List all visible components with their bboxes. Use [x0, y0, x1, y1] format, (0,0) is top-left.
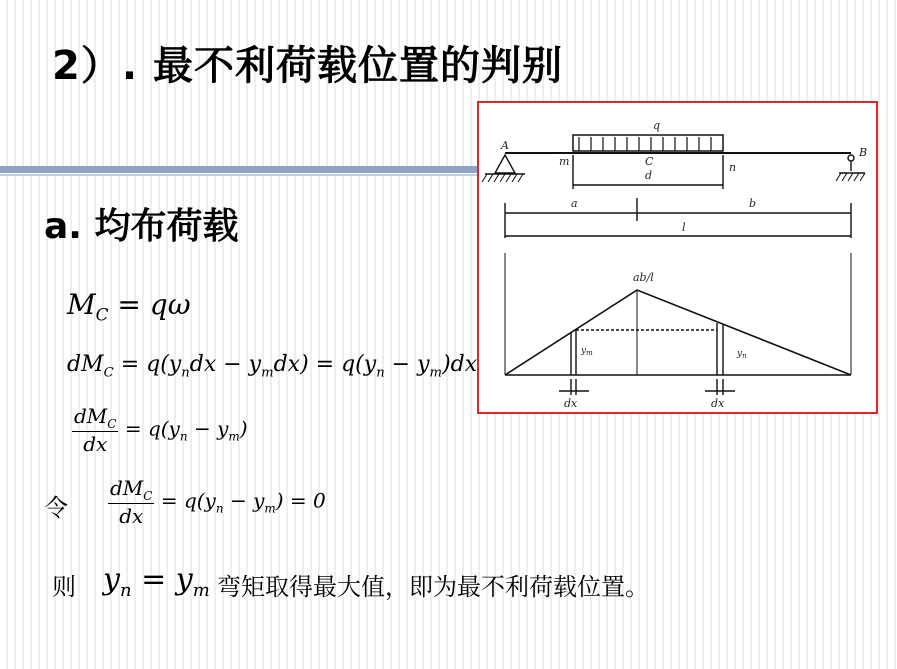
label-d: d	[645, 169, 653, 182]
title-divider	[0, 166, 478, 173]
label-n: n	[729, 161, 737, 174]
influence-line-figure	[477, 101, 878, 414]
conclusion-text: 弯矩取得最大值，即为最不利荷载位置。	[217, 573, 649, 601]
uniform-load	[573, 135, 723, 151]
equation-moment: $M_C = q\omega$	[67, 288, 191, 325]
label-q: q	[653, 119, 661, 132]
label-span-b: b	[749, 197, 757, 210]
influence-line	[505, 290, 851, 375]
beam-diagram	[479, 103, 880, 416]
support-b	[848, 155, 854, 161]
label-ym: $y_m$	[581, 346, 593, 357]
label-peak: ab/l	[633, 271, 654, 284]
conclusion-equation: $y_n = y_m$	[103, 562, 210, 601]
page-title: 2）. 最不利荷载位置的判别	[52, 43, 563, 89]
support-a	[495, 155, 515, 173]
condition-label: 令	[44, 494, 68, 522]
equation-derivative: $\frac{dM_C}{dx}$ = $q(y_n - y_m)$	[74, 404, 248, 456]
label-c: C	[645, 155, 654, 168]
label-yn: $y_n$	[737, 349, 747, 360]
title-divider-shadow	[0, 174, 478, 176]
label-dx-2: dx	[711, 397, 725, 410]
equation-condition: $\frac{dM_C}{dx}$ = $q(y_n - y_m) = 0$	[110, 476, 326, 528]
label-span-l: l	[682, 221, 686, 234]
label-dx-1: dx	[564, 397, 578, 410]
label-m: m	[559, 155, 570, 168]
conclusion-prefix: 则	[52, 573, 76, 601]
label-span-a: a	[571, 197, 578, 210]
section-heading: a. 均布荷载	[44, 206, 239, 247]
equation-differential: $dM_C = q(y_ndx - y_mdx) = q(y_n - y_m)dx$	[67, 352, 478, 381]
label-b-support: B	[859, 146, 868, 159]
label-a-support: A	[501, 139, 509, 152]
